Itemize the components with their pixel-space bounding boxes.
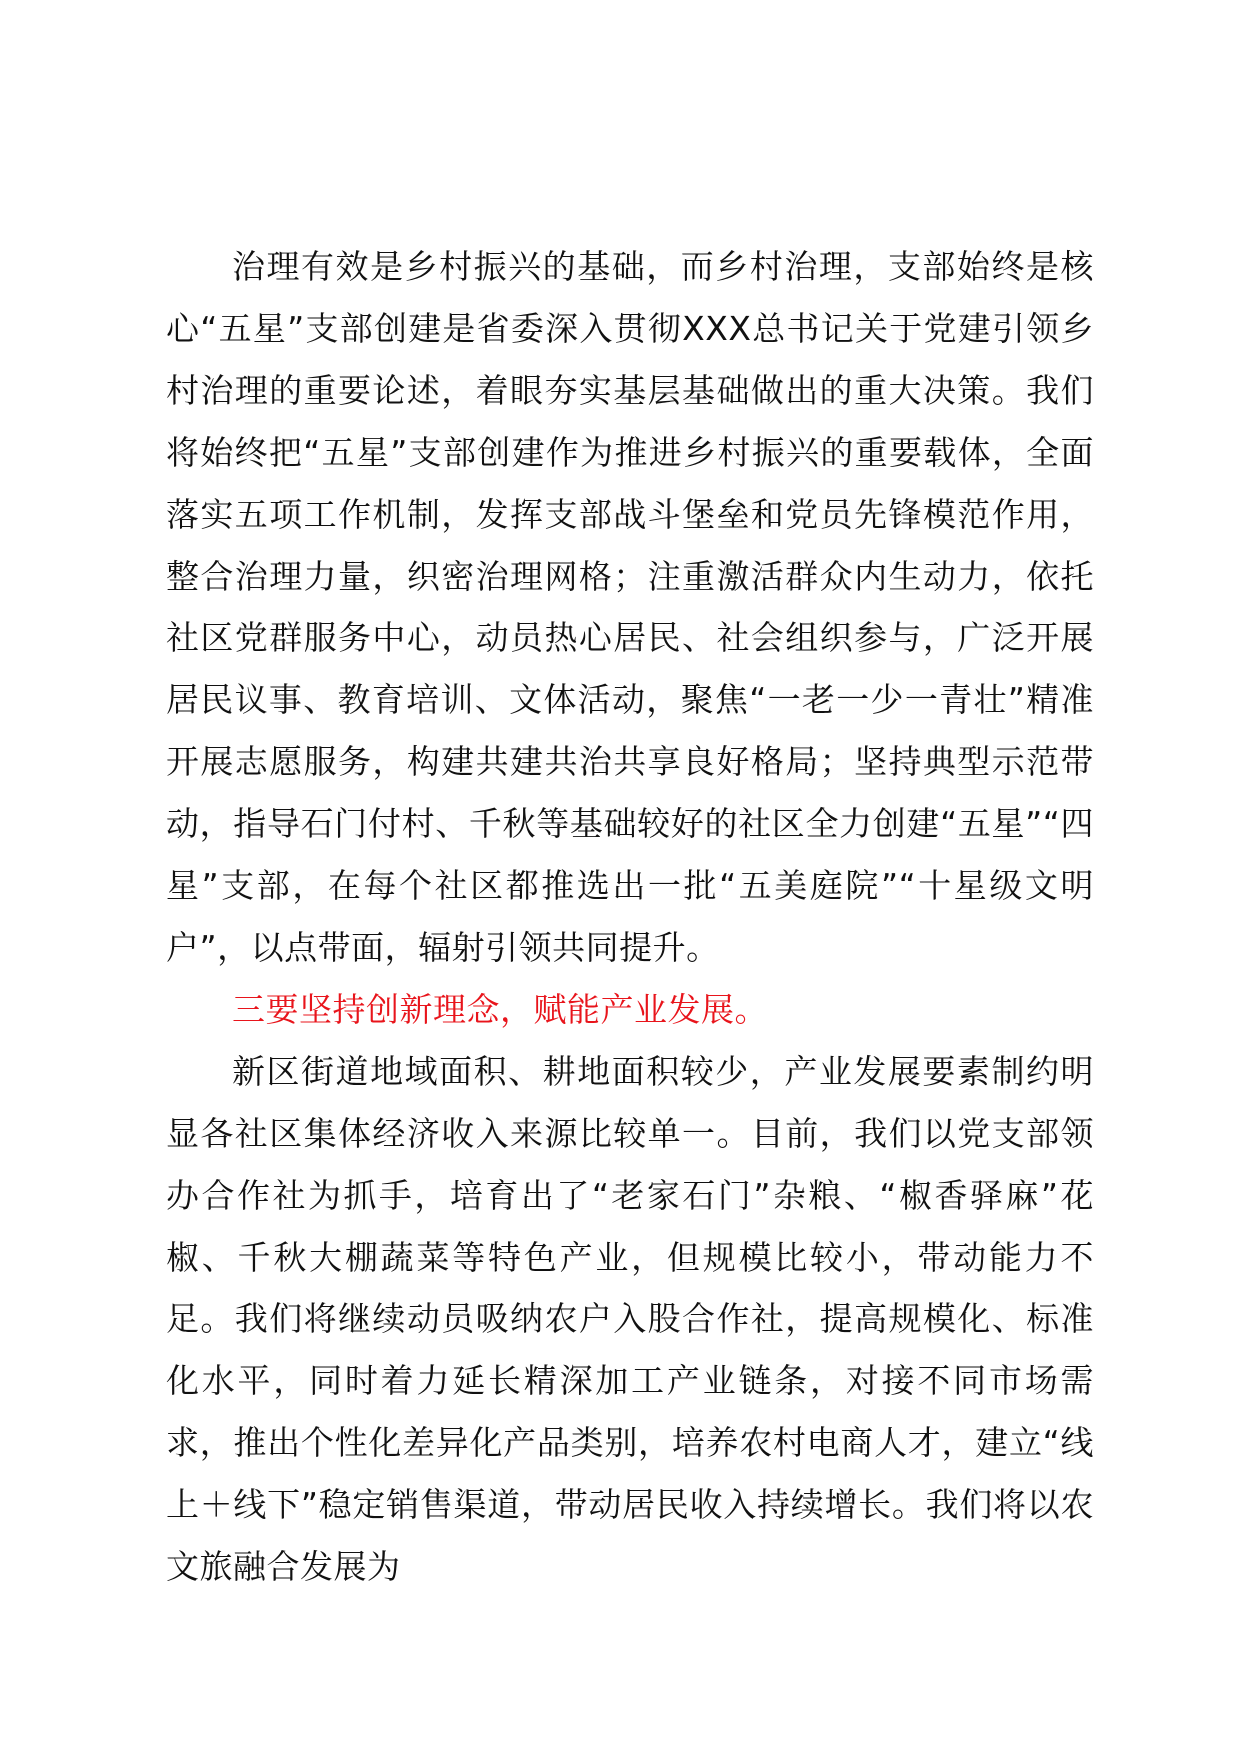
section-heading: 三要坚持创新理念，赋能产业发展。	[232, 989, 768, 1029]
document-body	[166, 236, 1094, 1598]
paragraph-governance: 治理有效是乡村振兴的基础，而乡村治理，支部始终是核心“五星”支部创建是省委深入贯彻XXX总书记关于党建引领乡村治理的重要论述，着眼夯实基层基础做出的重大决策。我们将始终把“五星”支部创建作为推进乡村振兴的重要载体，全面落实五项工作机制，发挥支部战斗堡垒和党员先锋模范作用，整合治理力量，织密治理网格；注重激活群众内生动力，依托社区党群服务中心，动员热心居民、社会组织参与，广泛开展居民议事、教育培训、文体活动，聚焦“一老一少一青壮”精准开展志愿服务，构建共建共治共享良好格局；坚持典型示范带动，指导石门付村、千秋等基础较好的社区全力创建“五星”“四星”支部，在每个社区都推选出一批“五美庭院”“十星级文明户”，以点带面，辐射引领共同提升。	[166, 247, 1094, 967]
paragraph-industry: 新区街道地域面积、耕地面积较少，产业发展要素制约明显各社区集体经济收入来源比较单一。目前，我们以党支部领办合作社为抓手，培育出了“老家石门”杂粮、“椒香驿麻”花椒、千秋大棚蔬菜等特色产业，但规模比较小，带动能力不足。我们将继续动员吸纳农户入股合作社，提高规模化、标准化水平，同时着力延长精深加工产业链条，对接不同市场需求，推出个性化差异化产品类别，培养农村电商人才，建立“线上＋线下”稳定销售渠道，带动居民收入持续增长。我们将以农文旅融合发展为	[166, 1051, 1094, 1587]
